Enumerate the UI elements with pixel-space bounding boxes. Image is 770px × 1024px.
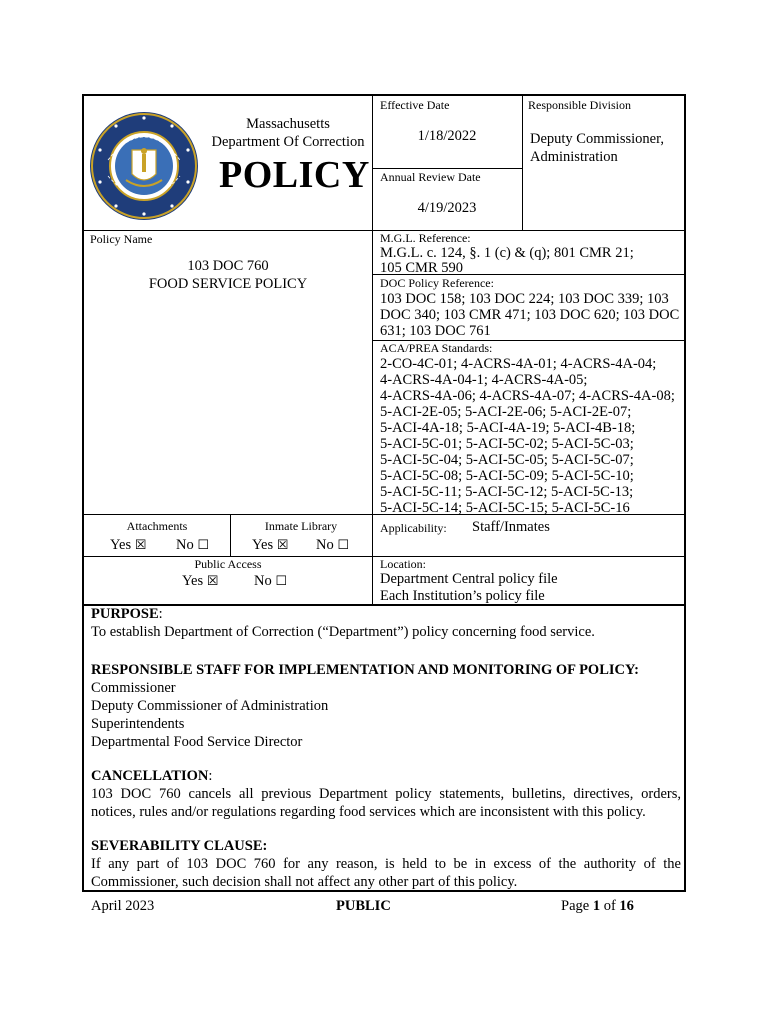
unchecked-box-icon: ☐ — [275, 574, 288, 589]
attachments-yes-option[interactable]: Yes ☒ — [110, 537, 147, 553]
doc-policy-reference-label: DOC Policy Reference: — [380, 276, 494, 290]
public-access-yes-option[interactable]: Yes ☒ — [182, 573, 219, 589]
doc-policy-reference-line: DOC 340; 103 CMR 471; 103 DOC 620; 103 DOC — [380, 307, 680, 323]
org-line-2: Department Of Correction — [211, 134, 365, 150]
mgl-reference-line-1: M.G.L. c. 124, §. 1 (c) & (q); 801 CMR 21; — [380, 245, 634, 261]
aca-prea-line: 5-ACI-5C-04; 5-ACI-5C-05; 5-ACI-5C-07; — [380, 452, 634, 468]
responsible-division-label: Responsible Division — [528, 98, 632, 112]
responsible-staff-item: Deputy Commissioner of Administration — [91, 698, 329, 714]
annual-review-value: 4/19/2023 — [417, 200, 477, 216]
footer-date: April 2023 — [91, 898, 155, 914]
responsible-staff-item: Departmental Food Service Director — [91, 734, 303, 750]
doc-policy-reference-line: 631; 103 DOC 761 — [380, 323, 491, 339]
doc-policy-reference-line: 103 DOC 158; 103 DOC 224; 103 DOC 339; 103 — [380, 291, 669, 307]
cancellation-section: CANCELLATION: 103 DOC 760 cancels all previous Department policy statements, bulletins, directives, orders, notices, rules and/or regulations regarding food services which are inconsistent with this policy. — [91, 768, 681, 820]
footer-classification: PUBLIC — [336, 898, 391, 914]
attachments-no-option[interactable]: No ☐ — [176, 537, 210, 553]
massachusetts-doc-seal-icon — [88, 110, 200, 222]
aca-prea-label: ACA/PREA Standards: — [380, 341, 493, 355]
purpose-heading: PURPOSE — [91, 606, 159, 622]
aca-prea-line: 5-ACI-2E-05; 5-ACI-2E-06; 5-ACI-2E-07; — [380, 404, 632, 420]
responsible-division-line-1: Deputy Commissioner, — [530, 131, 664, 147]
severability-section — [91, 837, 681, 891]
responsible-staff-section — [91, 661, 681, 751]
inmate-library-yes-option[interactable]: Yes ☒ — [252, 537, 289, 553]
footer-page-number: Page 1 of 16 — [561, 898, 634, 914]
checked-box-icon: ☒ — [134, 538, 147, 553]
policy-name-label: Policy Name — [90, 232, 153, 246]
aca-prea-line: 5-ACI-5C-01; 5-ACI-5C-02; 5-ACI-5C-03; — [380, 436, 634, 452]
annual-review-label: Annual Review Date — [380, 170, 481, 184]
effective-date-label: Effective Date — [380, 98, 450, 112]
checked-box-icon: ☒ — [276, 538, 289, 553]
public-access-label: Public Access — [194, 557, 262, 571]
aca-prea-line: 4-ACRS-4A-04-1; 4-ACRS-4A-05; — [380, 372, 588, 388]
location-line-2: Each Institution’s policy file — [380, 588, 545, 604]
cancellation-text: 103 DOC 760 cancels all previous Department policy statements, bulletins, directives, orders, notices, rules and/or regulations regarding food services which are inconsistent with this policy. — [91, 786, 681, 820]
purpose-section: PURPOSE: To establish Department of Correction (“Department”) policy concerning food service. — [91, 605, 681, 641]
inmate-library-label: Inmate Library — [264, 519, 338, 533]
location-line-1: Department Central policy file — [380, 571, 558, 587]
aca-prea-line: 5-ACI-5C-08; 5-ACI-5C-09; 5-ACI-5C-10; — [380, 468, 634, 484]
aca-prea-line: 5-ACI-5C-11; 5-ACI-5C-12; 5-ACI-5C-13; — [380, 484, 634, 500]
severability-heading: SEVERABILITY CLAUSE: — [91, 838, 268, 854]
public-access-no-option[interactable]: No ☐ — [254, 573, 288, 589]
mgl-reference-line-2: 105 CMR 590 — [380, 260, 463, 276]
responsible-division-line-2: Administration — [530, 149, 618, 165]
org-line-1: Massachusetts — [246, 116, 330, 132]
policy-name-line-2: FOOD SERVICE POLICY — [148, 276, 308, 292]
aca-prea-line: 4-ACRS-4A-06; 4-ACRS-4A-07; 4-ACRS-4A-08; — [380, 388, 675, 404]
checked-box-icon: ☒ — [206, 574, 219, 589]
severability-text: If any part of 103 DOC 760 for any reason, is held to be in excess of the authority of the Commissioner, such decision shall not affect any other part of this policy. — [91, 856, 681, 890]
aca-prea-line: 5-ACI-5C-14; 5-ACI-5C-15; 5-ACI-5C-16 — [380, 500, 630, 516]
aca-prea-line: 5-ACI-4A-18; 5-ACI-4A-19; 5-ACI-4B-18; — [380, 420, 636, 436]
cancellation-heading: CANCELLATION — [91, 768, 209, 784]
attachments-label: Attachments — [126, 519, 188, 533]
responsible-staff-heading: RESPONSIBLE STAFF FOR IMPLEMENTATION AND MONITORING OF POLICY: — [91, 662, 639, 678]
policy-header-table — [82, 94, 686, 606]
location-label: Location: — [380, 557, 426, 571]
inmate-library-no-option[interactable]: No ☐ — [316, 537, 350, 553]
responsible-staff-item: Commissioner — [91, 680, 176, 696]
unchecked-box-icon: ☐ — [337, 538, 350, 553]
effective-date-value: 1/18/2022 — [417, 128, 477, 144]
applicability-value: Staff/Inmates — [472, 519, 550, 535]
policy-name-line-1: 103 DOC 760 — [187, 258, 269, 274]
mgl-reference-label: M.G.L. Reference: — [380, 231, 471, 245]
unchecked-box-icon: ☐ — [197, 538, 210, 553]
doc-type-title: POLICY — [219, 154, 370, 196]
applicability-label: Applicability: — [380, 521, 447, 535]
responsible-staff-item: Superintendents — [91, 716, 185, 732]
aca-prea-line: 2-CO-4C-01; 4-ACRS-4A-01; 4-ACRS-4A-04; — [380, 356, 657, 372]
purpose-text: To establish Department of Correction (“Department”) policy concerning food service. — [91, 624, 595, 640]
